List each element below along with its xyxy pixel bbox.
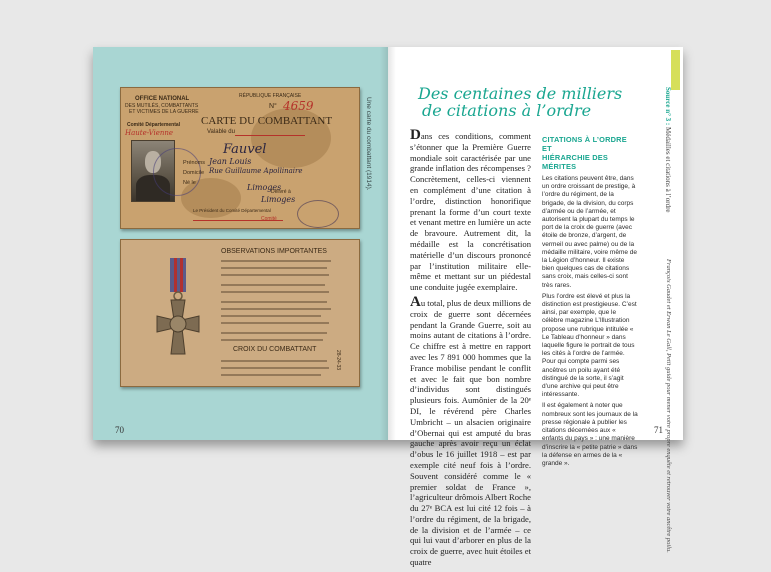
office-line-2: DES MUTILÉS, COMBATTANTS: [125, 103, 199, 109]
prenoms-value: Jean Louis: [209, 157, 252, 166]
sidebar-paragraph-1: Les citations peuvent être, dans un ordre croissant de prestige, à l’ordre du régiment, de la brigade, de la division, du corps d’armée ou de l’armée, et autorisent la plupart du temps le port de la croix de guerre (avec étoile de bronze, d’argent, de vermeil ou avec palme) ou de la médaille militaire, voire même de la Légion d’honneur. Il existe bien quelques cas de citations sans croix, mais celles-ci sont très rares.: [542, 175, 638, 289]
dept-value: Haute-Vienne: [125, 129, 174, 137]
croix-du-combattant-photo: [141, 258, 215, 376]
main-column: [410, 127, 531, 572]
credit-text: pour mener votre propre enquête et retrouver votre ancêtre poilu.: [665, 383, 672, 553]
office-line-3: ET VICTIMES DE LA GUERRE: [129, 109, 199, 115]
sidebar-title-line-1: CITATIONS À L’ORDRE ET: [542, 135, 627, 153]
title-line-2: de citations à l’ordre: [422, 101, 592, 120]
card-title: CARTE DU COMBATTANT: [201, 115, 333, 127]
right-page-number: 71: [654, 425, 663, 435]
left-page: [93, 47, 388, 440]
sidebar-paragraph-3: Il est également à noter que nombreux sont les journaux de la presse régionale à publier les citations décernées aux « enfants du pays » : une manière d’inscrire la « petite patrie » dans la défense en armes de la « grande ».: [542, 402, 638, 467]
sidebar-box: [542, 135, 638, 471]
domicile-label: Domicile: [183, 170, 205, 176]
source-reference: [654, 87, 672, 213]
card-number-label: N°: [269, 103, 277, 110]
republic-label: RÉPUBLIQUE FRANÇAISE: [239, 93, 302, 99]
card-number: 4659: [283, 99, 314, 113]
combatant-card-front: [120, 87, 360, 229]
chapter-tab: [671, 50, 680, 90]
born-label: Né le: [183, 180, 196, 186]
drop-cap: D: [410, 127, 421, 143]
sidebar-paragraph-2: Plus l’ordre est élevé et plus la distinction est prestigieuse. C’est ainsi, par exemple, que le célèbre magazine L’Illustration propose une rubrique intitulée « Le Tableau d’honneur » dans laquelle figure le portrait de tous les cités à l’ordre de l’armée. Pour qui compte parmi ses ancêtres un poilu ayant été distingué de la sorte, il s’agit d’une archive qui peut être intéressante.: [542, 292, 637, 399]
sidebar-title-line-2: HIÉRARCHIE DES MÉRITES: [542, 153, 609, 171]
book-credit: [654, 259, 672, 553]
paragraph-2: Au total, plus de deux millions de croix de guerre sont décernées pendant la Grande Guerre, soit au moins autant de citations à l’ordre. Ce chiffre est à mettre en rapport avec les 7 891 000 hommes que la France mobilise pendant le conflit et avec le fait que bon nombre d’individus sont distingués plusieurs fois. Aumônier de la 20ᵉ DI, le révérend père Charles Umbricht – un alsacien originaire d’Obernai qui est amputé du bras gauche après avoir reçu un éclat d’obus le 16 juillet 1918 – est par exemple cité neuf fois à l’ordre. Souvent considéré comme le « premier soldat de France », l’agriculteur drômois Albert Roche du 27ᵉ BCA est lui cité 12 fois – à l’ordre du régiment, de la brigade, de la division et de l’armée – ce qui lui vaut d’arborer en plus de la croix de guerre, avec huit étoiles et quatre: [410, 293, 531, 568]
right-page: [388, 47, 683, 568]
surname: Fauvel: [223, 142, 267, 157]
president-label: Le Président du Comité Départemental: [193, 208, 271, 213]
source-text: Médailles et citations à l’ordre: [664, 127, 672, 213]
drop-cap: A: [410, 293, 421, 310]
office-line-1: OFFICE NATIONAL: [135, 96, 190, 102]
sidebar-title: [542, 135, 638, 171]
card-side-number: 28-24-33: [335, 350, 341, 371]
issued-value: Limoges: [261, 195, 296, 204]
credit-authors: François Gaudet et Erwan Le Gall, Petit guide: [665, 259, 672, 382]
issued-label: Délivré à: [271, 189, 291, 195]
paragraph-1: Dans ces conditions, comment s’étonner que la Première Guerre mondiale soit caractérisée par une grande inflation des récompenses ? Concrètement, celles-ci viennent en complément d’une citation à l’ordre, distinction honorifique prenant la forme d’un court texte et venant mettre en lumière un acte de bravoure. Autrement dit, la médaille est la concrétisation matérielle d’un discours prononcé par l’institution militaire elle-même et mettant sur un piédestal une conduite jugée exemplaire.: [410, 127, 531, 293]
card-caption: Une carte du combattant (1914).: [365, 97, 372, 191]
book-spread: [93, 47, 683, 568]
comite-small: Comité: [261, 216, 277, 222]
commune-value: Limoges: [247, 183, 282, 192]
section-title: [418, 85, 628, 119]
source-label: Source n° 3 :: [664, 87, 672, 126]
domicile-value: Rue Guillaume Apollinaire: [209, 167, 303, 175]
dept-label: Comité Départemental: [127, 122, 181, 128]
left-page-number: 70: [115, 425, 124, 435]
observations-header: OBSERVATIONS IMPORTANTES: [221, 248, 327, 255]
croix-title: CROIX DU COMBATTANT: [233, 346, 317, 353]
title-line-1: Des centaines de milliers: [418, 84, 623, 103]
combatant-card-back: [120, 239, 360, 387]
prenoms-label: Prénoms: [183, 160, 206, 166]
validity-label: Valable du: [207, 129, 235, 135]
